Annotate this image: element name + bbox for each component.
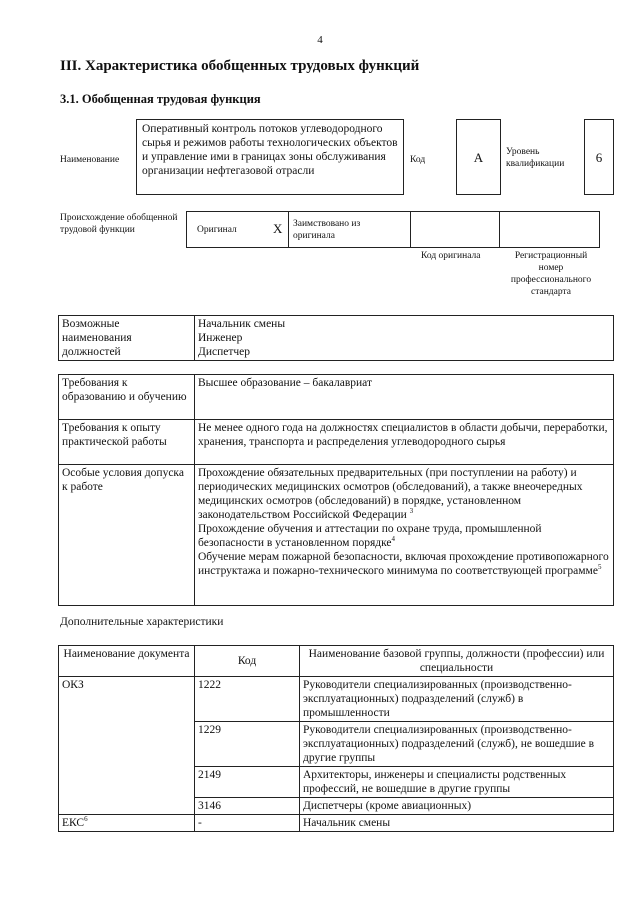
eks-name: Начальник смены	[300, 815, 614, 832]
header-code: Код	[195, 646, 300, 677]
edu-value: Высшее образование – бакалавриат	[195, 375, 614, 420]
kod-originala-label: Код оригинала	[421, 251, 481, 261]
subsection-title: 3.1. Обобщенная трудовая функция	[60, 92, 261, 106]
divider	[288, 212, 289, 247]
okz-code: 1222	[195, 677, 300, 722]
requirements-table	[58, 374, 614, 606]
positions-table	[58, 315, 614, 361]
exp-value: Не менее одного года на должностях специалистов в области добычи, переработки, хранения, транспорта и распределения углеводородного сырья	[195, 420, 614, 465]
original-mark: X	[273, 221, 283, 236]
okz-name: Руководители специализированных (производственно-эксплуатационных) подразделений (служб) в промышленности	[300, 677, 614, 722]
position-item: Начальник смены	[198, 318, 286, 330]
origin-label: Происхождение обобщенной трудовой функции	[60, 213, 178, 235]
edu-label: Требования к образованию и обучению	[59, 375, 195, 420]
header-doc: Наименование документа	[59, 646, 195, 677]
page-number: 4	[317, 34, 323, 46]
header-name: Наименование базовой группы, должности (профессии) или специальности	[300, 646, 614, 677]
position-item: Инженер	[198, 332, 243, 344]
position-item: Диспетчер	[198, 346, 251, 358]
eks-cell: ЕКС$^6$	[59, 815, 195, 832]
kod-value: А	[456, 119, 501, 195]
okz-name: Диспетчеры (кроме авиационных)	[300, 798, 614, 815]
special-paragraph: Обучение мерам пожарной безопасности, включая прохождение противопожарного инструктажа и пожарно-технического минимума по соответствующей программе$^5$	[198, 551, 609, 577]
okz-name: Архитекторы, инженеры и специалисты родственных профессий, не вошедшие в другие группы	[300, 767, 614, 798]
okz-name: Руководители специализированных (производственно-эксплуатационных) подразделений (служб), не вошедшие в другие группы	[300, 722, 614, 767]
kod-label: Код	[410, 155, 426, 165]
section-title: III. Характеристика обобщенных трудовых функций	[60, 58, 420, 74]
okz-code: 2149	[195, 767, 300, 798]
original-label: Оригинал	[197, 225, 237, 235]
divider	[410, 212, 411, 247]
reg-nomer-label: Регистрационный номер профессионального стандарта	[510, 251, 592, 297]
special-paragraph: Прохождение обучения и аттестации по охране труда, промышленной безопасности в установленном порядке$^4$	[198, 523, 542, 549]
eks-code: -	[195, 815, 300, 832]
special-paragraph: Прохождение обязательных предварительных (при поступлении на работу) и периодических медицинских осмотров (обследований), а также внеочередных медицинских осмотров (обследований) в порядке, установленном законодательством Российской Федерации $^3$	[198, 467, 583, 521]
divider	[499, 212, 500, 247]
okz-code: 1229	[195, 722, 300, 767]
okz-code: 3146	[195, 798, 300, 815]
uroven-label: Уровень квалификации	[506, 147, 565, 169]
additional-title: Дополнительные характеристики	[60, 616, 224, 628]
borrowed-label: Заимствовано из оригинала	[293, 219, 361, 241]
exp-label: Требования к опыту практической работы	[59, 420, 195, 465]
naim-label: Наименование	[60, 155, 120, 165]
naim-value: Оперативный контроль потоков углеводородного сырья и режимов работы технологических объектов и управление ими в границах зоны обслуживания организации нефтегазовой отрасли	[136, 119, 404, 195]
uroven-value: 6	[584, 119, 614, 195]
positions-label: Возможные наименования должностей	[59, 316, 195, 361]
special-label: Особые условия допуска к работе	[59, 465, 195, 606]
origin-row	[186, 211, 600, 248]
additional-table	[58, 645, 614, 832]
okz-label: ОКЗ	[59, 677, 195, 815]
